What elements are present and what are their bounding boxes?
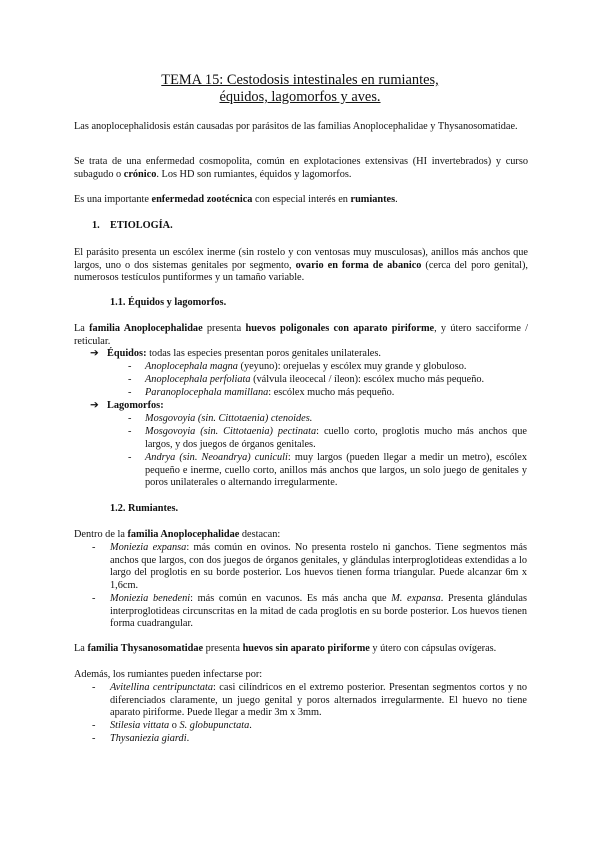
species-text: (yeyuno): orejuelas y escólex muy grande y globuloso. <box>237 361 467 372</box>
dash-bullet: - <box>92 682 96 693</box>
rum-text-c: destacan: <box>239 529 281 540</box>
intro-p2-text-c: . Los HD son rumiantes, équidos y lagomorfos. <box>156 168 352 180</box>
species-text: (válvula ileocecal / íleon): escólex mucho más pequeño. <box>250 374 485 385</box>
species-name: Mosgovoyia (sin. Cittotaenia) ctenoides. <box>145 413 313 424</box>
lagomorfos-species-1 <box>145 413 527 426</box>
intro-paragraph-3 <box>74 194 528 207</box>
rumiantes-intro <box>74 529 528 542</box>
species-text-b: . Presenta glándulas interproglotideas circunscritas en la mitad de cada proglotis en su borde posterior. Los huevos tienen forma cuadrangular. <box>110 593 527 630</box>
dash-bullet: - <box>128 361 132 372</box>
dash-bullet: - <box>128 426 132 437</box>
section-1-number: 1. <box>92 220 100 231</box>
intro-p3-text-e: . <box>395 194 398 205</box>
dash-bullet: - <box>128 374 132 385</box>
species-name: Thysaniezia giardi <box>110 733 187 744</box>
species-text: : cuello corto, proglotis mucho más anchos que largos, y dos juegos de órganos genitales. <box>145 426 527 450</box>
title-line-1: TEMA 15: Cestodosis intestinales en rumiantes, <box>161 72 439 88</box>
thy-text-e: y útero con cápsulas ovígeras. <box>369 643 497 654</box>
species-name: Andrya (sin. Neoandrya) cuniculi <box>145 452 288 463</box>
section-1-title: ETIOLOGÍA. <box>110 220 173 231</box>
anop-bold-1: familia Anoplocephalidae <box>89 323 203 334</box>
species-text: : escólex mucho más pequeño. <box>268 387 395 398</box>
dash-bullet: - <box>128 452 132 463</box>
species-name: Anoplocephala perfoliata <box>145 374 251 385</box>
anoplocephalidae-paragraph <box>74 323 528 348</box>
species-text: : muy largos (pueden llegar a medir un metro), escólex pequeño e inerme, cuello corto, anillos más anchos que largos, un solo juego de genitales y poros unilaterales o alternando irregularmente. <box>145 452 527 489</box>
otras-species-2 <box>110 720 527 733</box>
dash-bullet: - <box>128 413 132 424</box>
thysanosomatidae-paragraph <box>74 643 528 656</box>
intro-p2-bold: crónico <box>123 168 157 180</box>
dash-bullet: - <box>92 593 96 604</box>
lagomorfos-species-2 <box>145 426 527 451</box>
etiology-text-a: El parásito presenta un escólex inerme (sin rostelo y con ventosas muy musculosas), anillos más anchos que largos, uno o dos sistemas genitales por segmento, <box>74 247 528 271</box>
species-name: Mosgovoyia (sin. Cittotaenia) pectinata <box>145 426 317 437</box>
anop-bold-2: huevos poligonales con aparato piriforme <box>245 323 435 334</box>
intro-p3-bold-2: rumiantes <box>350 194 396 205</box>
species-name: Anoplocephala magna <box>145 361 238 372</box>
species-text: : más común en ovinos. No presenta rostelo ni ganchos. Tiene segmentos más anchos que largos, con dos juegos de órganos genitales, y glándulas interproglotideas extendidas a lo largo del proglotis en su borde posterior. Los huevos tienen forma triangular. Puede alcanzar 6m x 1,6cm. <box>110 542 527 591</box>
subsection-1-2-title: 1.2. Rumiantes. <box>110 503 179 514</box>
arrow-bullet-lagomorfos: ➔ <box>90 400 99 411</box>
dash-bullet: - <box>92 733 96 744</box>
etiology-text-c: (cerca del poro genital), numerosos testículos puntiformes y un tamaño variable. <box>74 259 528 284</box>
subsection-1-1-title: 1.1. Équidos y lagomorfos. <box>110 297 227 308</box>
anop-text-a: La <box>74 323 90 334</box>
rum-bold: familia Anoplocephalidae <box>127 529 240 540</box>
dash-bullet: - <box>128 387 132 398</box>
dash-bullet: - <box>92 720 96 731</box>
etiology-bold: ovario en forma de abanico <box>295 259 422 271</box>
arrow-bullet-equidos: ➔ <box>90 348 99 359</box>
equidos-text: todas las especies presentan poros genitales unilaterales. <box>146 348 381 359</box>
ademas-paragraph: Además, los rumiantes pueden infectarse por: <box>74 669 263 680</box>
equidos-species-2 <box>145 374 527 387</box>
intro-p2-text-a: Se trata de una enfermedad cosmopolita, común en explotaciones extensivas (HI invertebrados) y curso subagudo o <box>74 156 528 180</box>
species-end: . <box>186 733 190 744</box>
page-title <box>0 72 600 106</box>
equidos-species-1 <box>145 361 527 374</box>
species-name-2: S. globupunctata <box>179 720 250 731</box>
species-end: . <box>249 720 252 731</box>
otras-species-3 <box>110 733 527 746</box>
lagomorfos-species-3 <box>145 452 527 490</box>
rumiantes-species-1 <box>110 542 527 592</box>
equidos-label: Équidos: <box>107 348 147 359</box>
intro-p3-text-a: Es una importante <box>74 194 152 205</box>
thy-bold-1: familia Thysanosomatidae <box>87 643 204 654</box>
etiology-paragraph <box>74 247 528 285</box>
species-text-a: : más común en vacunos. Es más ancha que <box>190 593 392 604</box>
species-connector: o <box>169 720 180 731</box>
intro-paragraph-2 <box>74 156 528 181</box>
species-name: Moniezia expansa <box>110 542 187 553</box>
lagomorfos-item <box>107 400 527 413</box>
equidos-species-3 <box>145 387 527 400</box>
title-line-2: équidos, lagomorfos y aves. <box>219 89 381 105</box>
species-name: Stilesia vittata <box>110 720 170 731</box>
intro-paragraph-1: Las anoplocephalidosis están causadas por parásitos de las familias Anoplocephalidae y Thysanosomatidae. <box>74 121 518 132</box>
dash-bullet: - <box>92 542 96 553</box>
rum-text-a: Dentro de la <box>74 529 128 540</box>
species-text: : casi cilíndricos en el extremo posterior. Presentan segmentos cortos y no diferenciados claramente, un juego genital y poros alternados irregularmente. El huevo no tiene aparato piriforme. Puede llegar a medir 3m x 3mm. <box>110 682 527 719</box>
species-name: Paranoplocephala mamillana <box>145 387 269 398</box>
species-name: Avitellina centripunctata <box>110 682 213 693</box>
intro-p3-text-c: con especial interés en <box>252 194 351 205</box>
anop-text-c: presenta <box>202 323 246 334</box>
equidos-item <box>107 348 527 361</box>
lagomorfos-label: Lagomorfos: <box>107 400 164 411</box>
rumiantes-species-2 <box>110 593 527 631</box>
thy-text-a: La <box>74 643 88 654</box>
thy-text-c: presenta <box>203 643 243 654</box>
anop-text-e: , y útero sacciforme / reticular. <box>74 323 529 347</box>
species-name: Moniezia benedeni <box>110 593 191 604</box>
intro-p3-bold-1: enfermedad zootécnica <box>151 194 253 205</box>
thy-bold-2: huevos sin aparato piriforme <box>242 643 370 654</box>
otras-species-1 <box>110 682 527 720</box>
species-name-2: M. expansa <box>391 593 441 604</box>
